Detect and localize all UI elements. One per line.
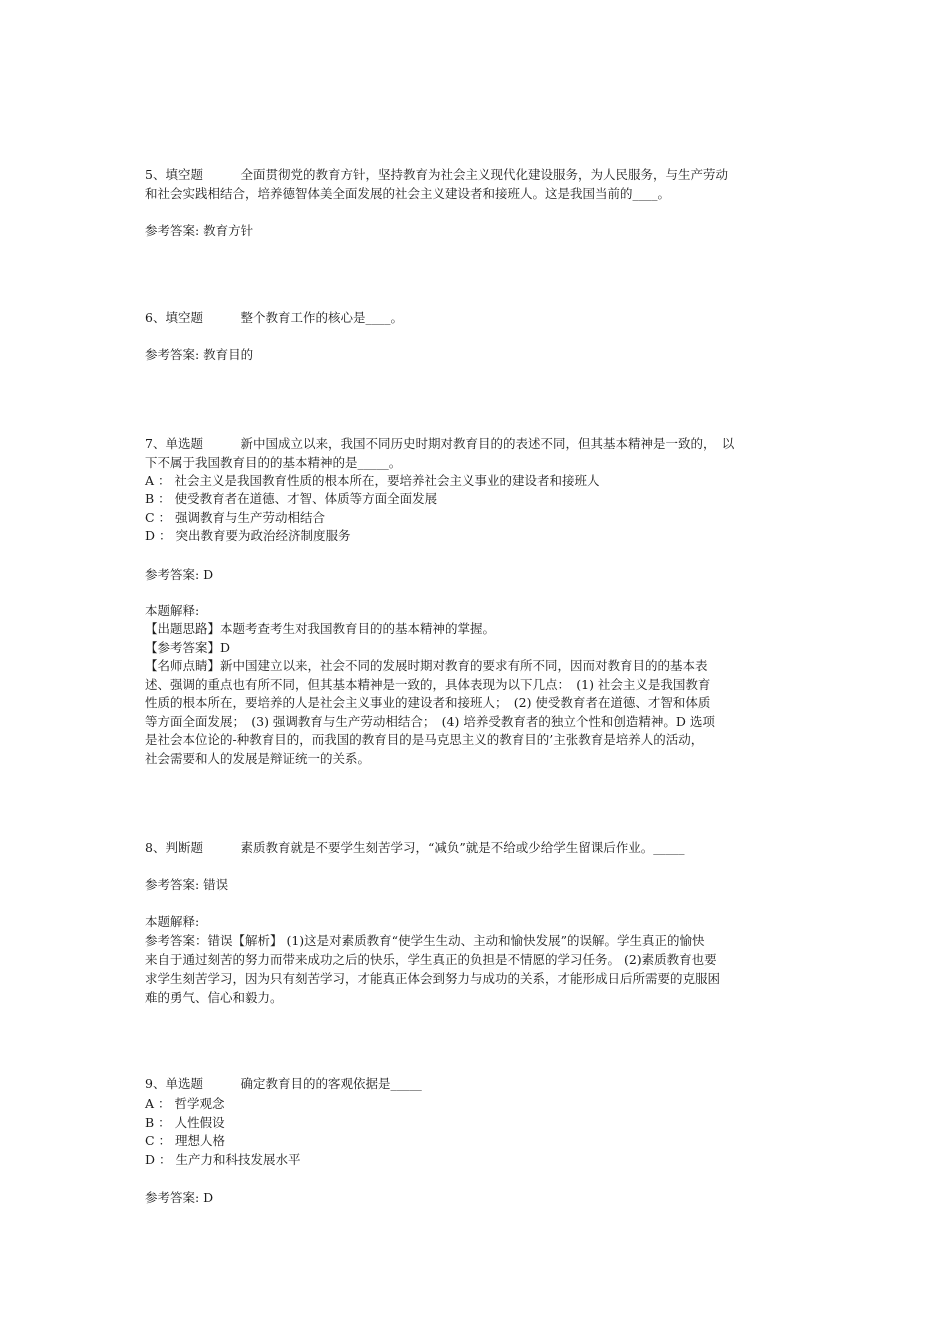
question-7-explanation-line: 社会需要和人的发展是辩证统一的关系。 (145, 751, 371, 766)
question-7-option-b: B ： 使受教育者在道德、才智、体质等方面全面发展 (145, 491, 438, 506)
question-5-header: 5、填空题 全面贯彻党的教育方针，坚持教育为社会主义现代化建设服务，为人民服务，与生产劳动 (145, 167, 728, 182)
question-7-explanation-line: 性质的根本所在，要培养的人是社会主义事业的建设者和接班人； (2) 使受教育者在道德、才智和体质 (145, 695, 711, 710)
question-5-answer: 参考答案: 教育方针 (145, 223, 254, 238)
question-7-option-a: A ： 社会主义是我国教育性质的根本所在，要培养社会主义事业的建设者和接班人 (145, 473, 600, 488)
question-9-answer: 参考答案: D (145, 1190, 214, 1205)
question-9-option-d: D ： 生产力和科技发展水平 (145, 1152, 301, 1167)
question-9-option-b: B ： 人性假设 (145, 1115, 225, 1130)
question-8-header: 8、判断题 素质教育就是不要学生刻苦学习，“减负”就是不给或少给学生留课后作业。_____ (145, 840, 685, 855)
question-9-header: 9、单选题 确定教育目的的客观依据是_____ (145, 1076, 422, 1091)
question-9-option-c: C ： 理想人格 (145, 1133, 226, 1148)
question-7-answer: 参考答案: D (145, 567, 214, 582)
question-7-explanation-line: 是社会本位论的-种教育目的，而我国的教育目的是马克思主义的教育目的’主张教育是培养人的活动， (145, 732, 704, 747)
question-5-header-cont: 和社会实践相结合，培养德智体美全面发展的社会主义建设者和接班人。这是我国当前的____。 (145, 186, 671, 201)
question-6-header: 6、填空题 整个教育工作的核心是____。 (145, 310, 403, 325)
question-8-explanation-line: 难的勇气、信心和毅力。 (145, 990, 283, 1005)
question-6-answer: 参考答案: 教育目的 (145, 347, 254, 362)
question-7-option-d: D ： 突出教育要为政治经济制度服务 (145, 528, 351, 543)
question-7-header-cont: 下不属于我国教育目的的基本精神的是_____。 (145, 455, 402, 470)
question-7-explanation-line: 【名师点睛】新中国建立以来，社会不同的发展时期对教育的要求有所不同，因而对教育目的的基本表 (145, 658, 708, 673)
question-7-option-c: C ： 强调教育与生产劳动相结合 (145, 510, 326, 525)
question-9-option-a: A ： 哲学观念 (145, 1096, 225, 1111)
question-7-header: 7、单选题 新中国成立以来，我国不同历史时期对教育目的的表述不同，但其基本精神是一致的， 以 (145, 436, 735, 451)
question-8-answer: 参考答案: 错误 (145, 877, 229, 892)
question-8-explanation-line: 来自于通过刻苦的努力而带来成功之后的快乐，学生真正的负担是不情愿的学习任务。 (2)素质教育也要 (145, 952, 717, 967)
question-7-explanation-title: 本题解释: (145, 603, 200, 618)
question-7-explanation-line: 【出题思路】本题考查考生对我国教育目的的基本精神的掌握。 (145, 621, 496, 636)
question-8-explanation-title: 本题解释: (145, 914, 200, 929)
question-7-explanation-line: 述、强调的重点也有所不同，但其基本精神是一致的，具体表现为以下几点： (1) 社会主义是我国教育 (145, 677, 711, 692)
question-8-explanation-line: 参考答案：错误【解析】 (1)这是对素质教育“使学生生动、主动和愉快发展”的误解。学生真正的愉快 (145, 933, 705, 948)
question-8-explanation-line: 求学生刻苦学习，因为只有刻苦学习，才能真正体会到努力与成功的关系，才能形成日后所需要的克服困 (145, 971, 721, 986)
question-7-explanation-line: 等方面全面发展； (3) 强调教育与生产劳动相结合； (4) 培养受教育者的独立个性和创造精神。D 选项 (145, 714, 715, 729)
question-7-explanation-line: 【参考答案】D (145, 640, 231, 655)
